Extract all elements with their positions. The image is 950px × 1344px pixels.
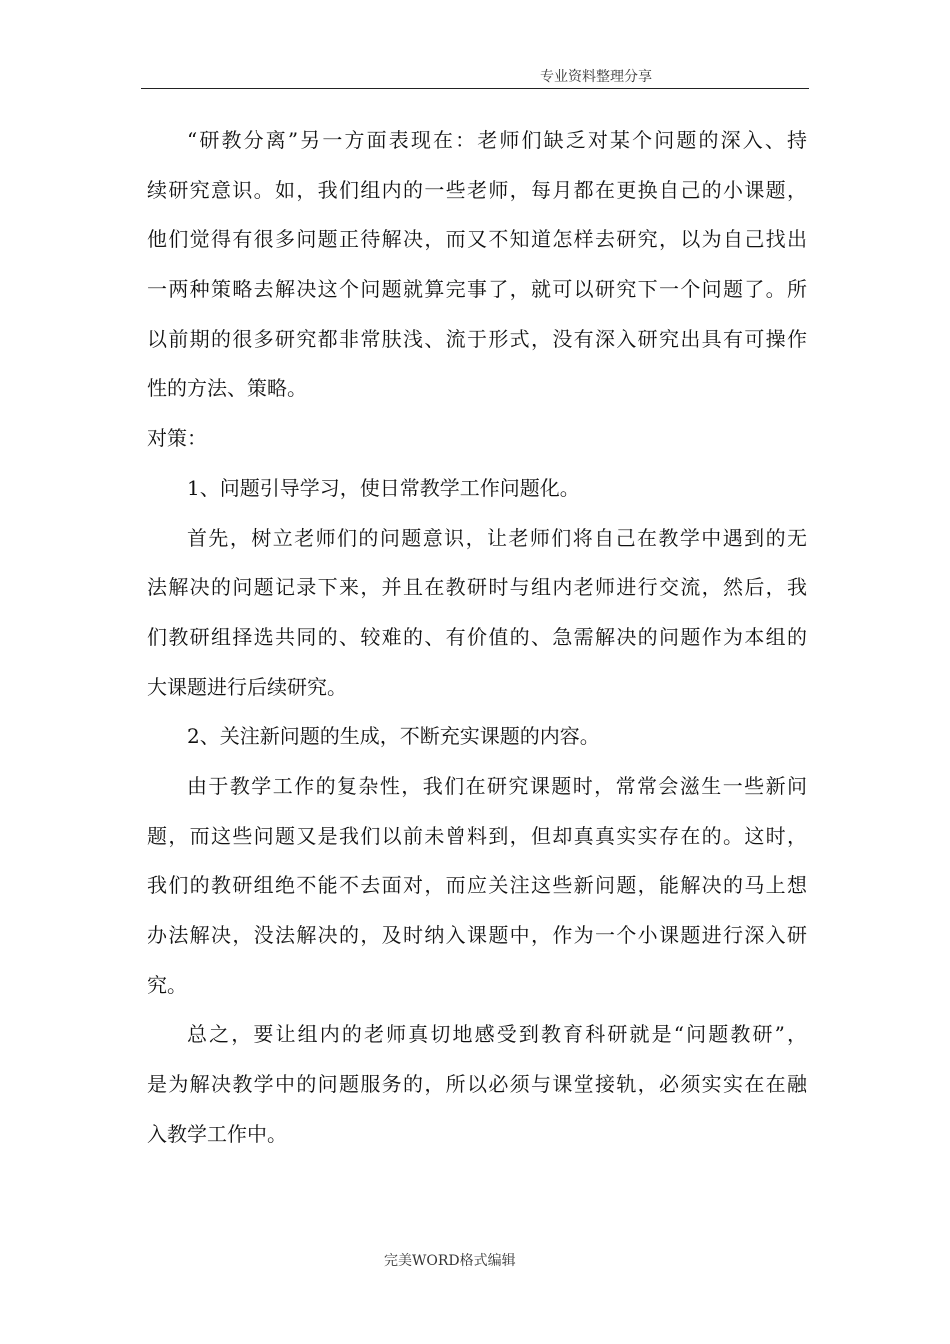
text-line: 性的方法、策略。 xyxy=(147,376,307,401)
text-line: 是为解决教学中的问题服务的，所以必须与课堂接轨，必须实实在在融 xyxy=(147,1072,807,1097)
text-line: 首先，树立老师们的问题意识，让老师们将自己在教学中遇到的无 xyxy=(187,525,807,550)
text-line: 入教学工作中。 xyxy=(147,1121,287,1146)
text-line: 续研究意识。如，我们组内的一些老师，每月都在更换自己的小课题， xyxy=(147,177,807,202)
text-line: 我们的教研组绝不能不去面对，而应关注这些新问题，能解决的马上想 xyxy=(147,873,807,898)
text-line: 法解决的问题记录下来，并且在教研时与组内老师进行交流，然后，我 xyxy=(147,575,807,600)
text-line: “研教分离”另一方面表现在：老师们缺乏对某个问题的深入、持 xyxy=(187,128,807,152)
text-line: 们教研组择选共同的、较难的、有价值的、急需解决的问题作为本组的 xyxy=(147,624,807,649)
text-line: 对策： xyxy=(147,426,207,451)
text-line: 以前期的很多研究都非常肤浅、流于形式，没有深入研究出具有可操作 xyxy=(147,326,807,351)
text-line: 一两种策略去解决这个问题就算完事了，就可以研究下一个问题了。所 xyxy=(147,277,807,302)
page-footer: 完美WORD格式编辑 xyxy=(384,1253,516,1269)
text-line: 题，而这些问题又是我们以前未曾料到，但却真真实实存在的。这时， xyxy=(147,823,807,848)
text-line: 1、问题引导学习，使日常教学工作问题化。 xyxy=(187,475,580,500)
text-line: 大课题进行后续研究。 xyxy=(147,674,347,699)
text-line: 2、关注新问题的生成，不断充实课题的内容。 xyxy=(187,724,600,749)
text-line: 总之，要让组内的老师真切地感受到教育科研就是“问题教研”， xyxy=(187,1022,807,1047)
text-line: 究。 xyxy=(147,972,187,997)
document-body xyxy=(147,116,807,1159)
text-line: 办法解决，没法解决的，及时纳入课题中，作为一个小课题进行深入研 xyxy=(147,923,807,947)
text-line: 他们觉得有很多问题正待解决，而又不知道怎样去研究，以为自己找出 xyxy=(147,227,807,252)
text-line: 由于教学工作的复杂性，我们在研究课题时，常常会滋生一些新问 xyxy=(187,773,807,798)
header-divider xyxy=(141,88,809,89)
page-header: 专业资料整理分享 xyxy=(540,69,652,85)
